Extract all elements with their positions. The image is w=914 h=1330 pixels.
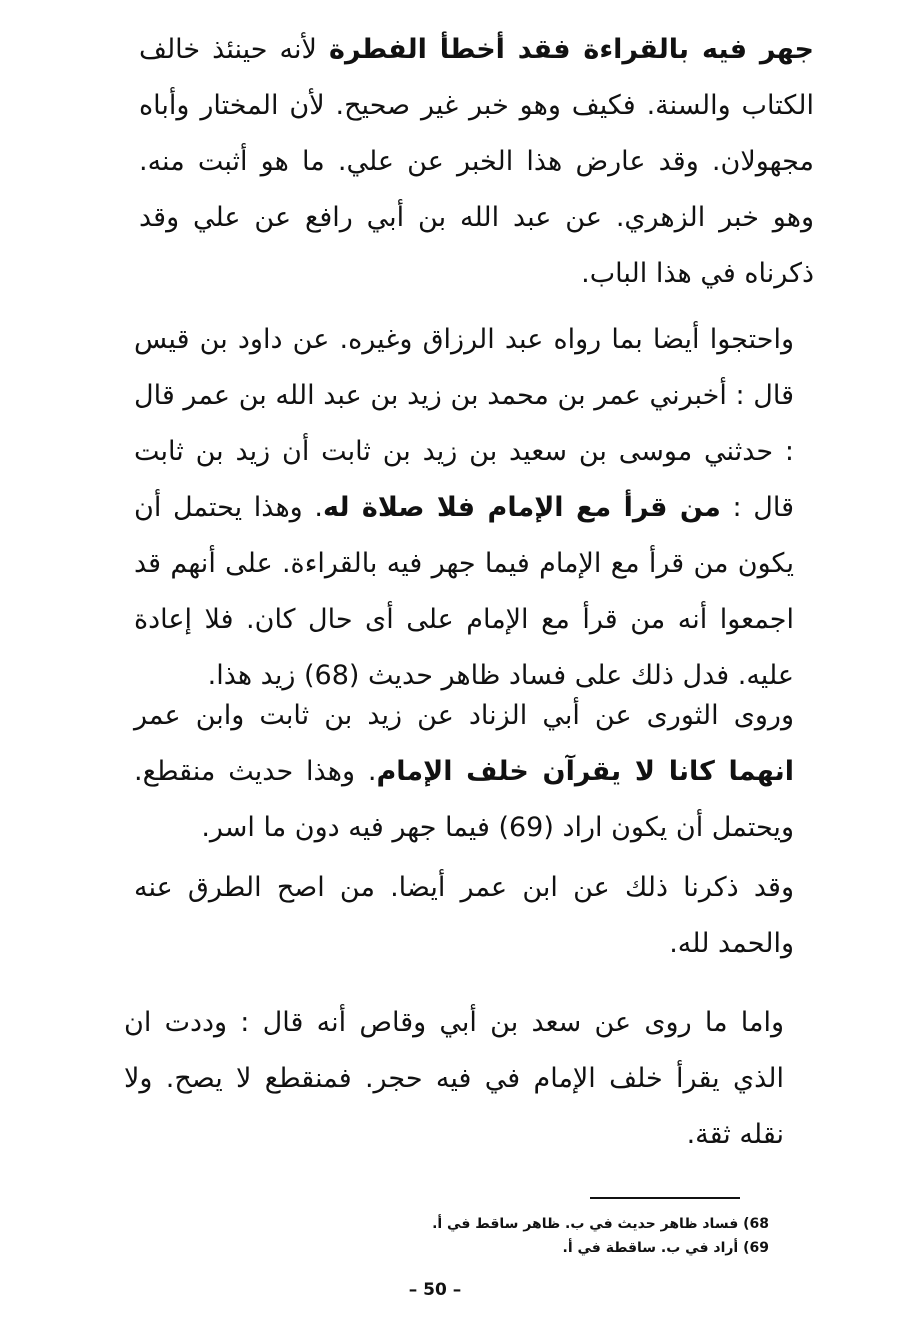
footnote-69: 69) أراد في ب. ساقطة في أ.	[562, 1240, 769, 1256]
paragraph-text: وقد ذكرنا ذلك عن ابن عمر أيضا. من اصح الطرق عنه والحمد لله.	[134, 872, 794, 959]
paragraph-text: لأنه حينئذ خالف الكتاب والسنة. فكيف وهو خبر غير صحيح. لأن المختار وأباه مجهولان. وقد عارض هذا الخبر عن علي. ما هو أثبت منه. وهو خبر الزهري. عن عبد الله بن أبي رافع عن علي وقد ذكرناه في هذا الباب.	[139, 34, 814, 289]
paragraph-2	[134, 312, 794, 704]
paragraph-text: واما ما روى عن سعد بن أبي وقاص أنه قال : وددت ان الذي يقرأ خلف الإمام في فيه حجر. فمنقطع لا يصح. ولا نقله ثقة.	[124, 1007, 784, 1150]
bold-phrase: من قرأ مع الإمام فلا صلاة له	[322, 492, 721, 523]
paragraph-4	[134, 860, 794, 972]
paragraph-text: واحتجوا أيضا بما رواه عبد الرزاق وغيره. عن داود بن قيس قال : أخبرني عمر بن محمد بن زيد بن عبد الله بن عمر قال : حدثني موسى بن سعيد بن زيد بن ثابت أن زيد بن ثابت قال :	[134, 324, 794, 523]
bold-phrase: انهما كانا لا يقرآن خلف الإمام	[376, 756, 794, 787]
footnote-divider	[590, 1197, 740, 1199]
paragraph-text: وروى الثورى عن أبي الزناد عن زيد بن ثابت وابن عمر	[134, 700, 794, 731]
page-number: – 50 –	[408, 1280, 462, 1300]
paragraph-text: . وهذا حديث منقطع. ويحتمل أن يكون اراد (69) فيما جهر فيه دون ما اسر.	[134, 756, 794, 843]
footnote-68: 68) فساد ظاهر حديث في ب. ظاهر ساقط في أ.	[432, 1216, 769, 1232]
paragraph-3	[134, 688, 794, 856]
footnotes	[369, 1212, 769, 1260]
paragraph-5	[124, 995, 784, 1163]
paragraph-1	[139, 22, 814, 302]
bold-phrase: جهر فيه بالقراءة فقد أخطأ الفطرة	[329, 34, 814, 65]
paragraph-text: . وهذا يحتمل أن يكون من قرأ مع الإمام فيما جهر فيه بالقراءة. على أنهم قد اجمعوا أنه من قرأ مع الإمام على أى حال كان. فلا إعادة عليه. فدل ذلك على فساد ظاهر حديث (68) زيد هذا.	[134, 492, 794, 691]
